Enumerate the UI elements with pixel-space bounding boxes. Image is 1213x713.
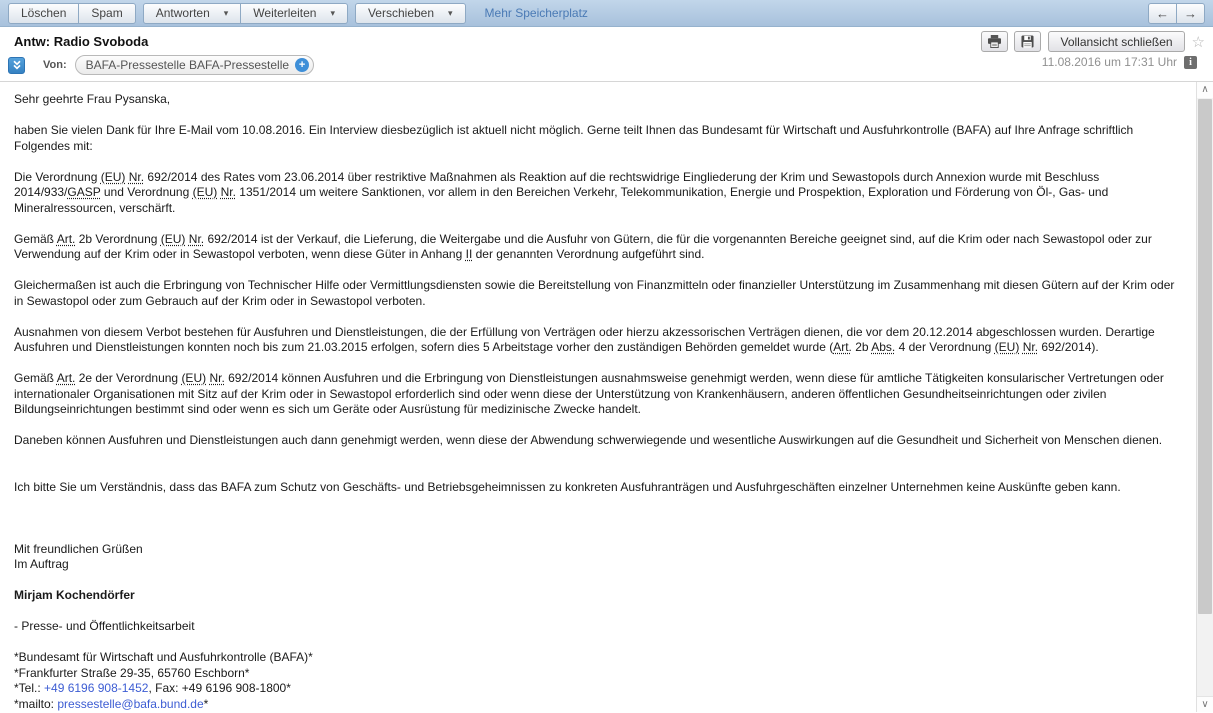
next-message-button[interactable] [1176,3,1205,24]
abbr-link[interactable]: Abs. [871,340,896,354]
move-group [355,3,466,24]
text-segment: 1351/2014 um weitere Sanktionen, vor allem in den Bereichen Verkehr, Telekommunikation, Energie und Prospektion, Exploration und Förderung von Öl-, Gas- und Mineralressourcen, verschärft. [14,185,1112,215]
spam-button[interactable]: Spam [78,3,135,24]
star-icon[interactable]: ☆ [1191,33,1205,51]
link[interactable]: pressestelle@bafa.bund.de [57,696,204,711]
paragraph [14,325,1176,356]
paragraph [14,170,1176,217]
subject-title: Antw: Radio Svoboda [14,34,149,49]
abbr-link[interactable]: GASP [67,185,101,199]
text-segment: Mit freundlichen Grüßen [14,541,143,556]
paragraph [14,123,1176,154]
abbr-link[interactable]: Art. [56,371,76,385]
arrow-left-icon: ← [1156,5,1169,21]
paragraph [14,542,1176,558]
abbr-link[interactable]: Nr. [128,169,145,184]
more-storage-link[interactable]: Mehr Speicherplatz [484,6,588,20]
paragraph [14,697,1176,713]
forward-button[interactable] [240,3,348,24]
abbr-link[interactable]: Art. [833,340,852,354]
abbr-link[interactable]: Art. [56,231,76,246]
text-segment: Gemäß [14,371,57,385]
toolbar [0,0,1213,27]
scroll-up-icon[interactable]: ∧ [1197,82,1213,98]
text-segment: Mirjam Kochendörfer [14,588,135,602]
abbr-link[interactable]: Nr. [188,231,205,246]
abbr-link[interactable]: (EU) [100,169,126,184]
paragraph [14,433,1176,449]
paragraph [14,681,1176,697]
text-segment: 2b [851,340,872,354]
from-row [8,55,314,75]
text-segment: Daneben können Ausfuhren und Dienstleistungen auch dann genehmigt werden, wenn diese der Abwendung schwerwiegende und wesentliche Auswirkungen auf die Gesundheit und Sicherheit von Menschen dienen. [14,433,1163,447]
scrollbar-thumb[interactable] [1198,99,1212,614]
message-date: 11.08.2016 um 17:31 Uhr [1041,55,1177,69]
text-segment: Ausnahmen von diesem Verbot bestehen für Ausfuhren und Dienstleistungen, die der Erfüllung von Verträgen oder hierzu akzessorischen Verträgen dienen, die vor dem 20.12.2014 abgeschlossen wurden. Derartige Ausfuhren und Dienstleistungen konnten noch bis zum 21.03.2015 erfolgen, sofern dies 5 Arbeitstage vorher den zuständigen Behörden gemeldet wurde ( [14,324,1158,354]
text-segment: Im Auftrag [14,557,69,571]
abbr-link[interactable]: (EU) [160,231,186,246]
delete-spam-group [8,3,136,24]
delete-button[interactable]: Löschen [8,3,79,24]
paragraph [14,588,1176,604]
abbr-link[interactable]: Nr. [1022,340,1039,354]
text-segment: 2b Verordnung [75,231,161,246]
date-row [1042,55,1197,69]
text-segment: 692/2014). [1038,340,1099,354]
email-body [0,82,1196,712]
reply-label: Antworten [155,6,210,20]
paragraph [14,480,1176,496]
caret-down-icon: ▾ [448,7,453,18]
floppy-disk-icon [1021,35,1034,48]
move-label: Verschieben [367,6,435,20]
text-segment: - Presse- und Öffentlichkeitsarbeit [14,619,195,633]
text-segment: *Frankfurter Straße 29-35, 65760 Eschborn* [14,665,250,680]
paragraph [14,619,1176,635]
move-button[interactable] [355,3,466,24]
text-segment: *mailto: [14,696,58,711]
text-segment: *Bundesamt für Wirtschaft und Ausfuhrkontrolle (BAFA)* [14,650,313,664]
paragraph [14,371,1176,418]
expand-details-icon[interactable] [8,57,25,74]
text-segment: *Tel.: [14,681,45,695]
text-segment: Sehr geehrte Frau Pysanska, [14,92,171,106]
paragraph [14,92,1176,108]
message-nav-group [1148,3,1205,24]
text-segment: , Fax: +49 6196 908-1800* [148,681,291,695]
print-button[interactable] [981,31,1008,52]
text-segment: 4 der Verordnung [895,340,995,354]
caret-down-icon: ▾ [223,7,229,18]
info-icon[interactable]: i [1184,56,1197,69]
message-header [0,27,1213,82]
arrow-right-icon: → [1184,5,1197,21]
message-content [0,82,1213,712]
reply-button[interactable] [143,3,242,24]
close-fullview-button[interactable]: Vollansicht schließen [1048,31,1184,52]
abbr-link[interactable]: (EU) [994,340,1020,354]
forward-label: Weiterleiten [253,6,317,20]
previous-message-button[interactable] [1148,3,1177,24]
reply-forward-group [143,3,348,24]
from-label: Von: [43,59,67,71]
scrollbar[interactable] [1196,82,1213,712]
text-segment: 692/2014 ist der Verkauf, die Lieferung, die Weitergabe und die Ausfuhr von Gütern, die für die vorgenannten Bereiche geeignet sind, auf die Krim oder nach Sewastopol oder zur Verwendung auf der Krim oder in Sewastopol verboten, wenn diese Güter in Anhang [14,231,1156,261]
text-segment: haben Sie vielen Dank für Ihre E-Mail vom 10.08.2016. Ein Interview diesbezüglich ist aktuell nicht möglich. Gerne teilt Ihnen das Bundesamt für Wirtschaft und Ausfuhrkontrolle (BAFA) auf Ihre Anfrage schriftlich Folgendes mit: [14,123,1137,153]
text-segment: 692/2014 des Rates vom 23.06.2014 über restriktive Maßnahmen als Reaktion auf die rechtswidrige Eingliederung der Krim und Sewastopols durch Annexion wurde mit Beschluss 2014/933/ [14,169,1103,199]
save-button[interactable] [1014,31,1041,52]
link[interactable]: +49 6196 908-1452 [44,681,149,695]
abbr-link[interactable]: (EU) [192,185,218,199]
caret-down-icon: ▾ [330,7,335,18]
text-segment: Die Verordnung [14,169,101,184]
text-segment: * [203,696,209,711]
abbr-link[interactable]: Nr. [220,185,236,199]
paragraph [14,557,1176,573]
scroll-down-icon[interactable]: ∨ [1197,696,1213,712]
paragraph [14,278,1176,309]
printer-icon [987,35,1002,48]
paragraph [14,232,1176,263]
paragraph [14,666,1176,682]
sender-chip[interactable] [75,55,314,75]
text-segment: 692/2014 können Ausfuhren und die Erbringung von Dienstleistungen ausnahmsweise genehmigt werden, wenn diese für amtliche Tätigkeiten konsularischer Vertretungen oder internationaler Organisationen mit Sitz auf der Krim oder in Sewastopol erforderlich sind oder wenn diese der Unterstützung von Krankenhäusern, anderen öffentlichen Gesundheitseinrichtungen oder zivilen Bildungseinrichtungen bestimmt sind oder wenn es sich um Geräte oder Ausrüstung für medizinische Zwecke handelt. [14,371,1168,416]
text-segment: und Verordnung [100,185,193,199]
add-contact-icon[interactable]: + [295,58,309,72]
sender-name: BAFA-Pressestelle BAFA-Pressestelle [85,58,290,72]
text-segment: Gleichermaßen ist auch die Erbringung von Technischer Hilfe oder Vermittlungsdiensten sowie die Bereitstellung von Finanzmitteln oder finanzieller Unterstützung im Zusammenhang mit diesen Gütern auf der Krim oder in Sewastopol oder zum Gebrauch auf der Krim oder in Sewastopol verboten. [14,278,1178,308]
abbr-link[interactable]: Nr. [209,371,225,385]
double-chevron-down-icon [11,59,23,71]
header-actions [975,31,1205,52]
text-segment: der genannten Verordnung aufgeführt sind. [472,247,705,261]
abbr-link[interactable]: (EU) [181,371,207,385]
text-segment: Gemäß [14,231,57,246]
paragraph [14,650,1176,666]
text-segment: 2e der Verordnung [75,371,182,385]
abbr-link[interactable]: II [465,247,473,261]
text-segment: Ich bitte Sie um Verständnis, dass das BAFA zum Schutz von Geschäfts- und Betriebsgeheimnissen zu konkreten Ausfuhranträgen und Ausfuhrgeschäften einzelner Unternehmen keine Auskünfte geben kann. [14,479,1121,494]
